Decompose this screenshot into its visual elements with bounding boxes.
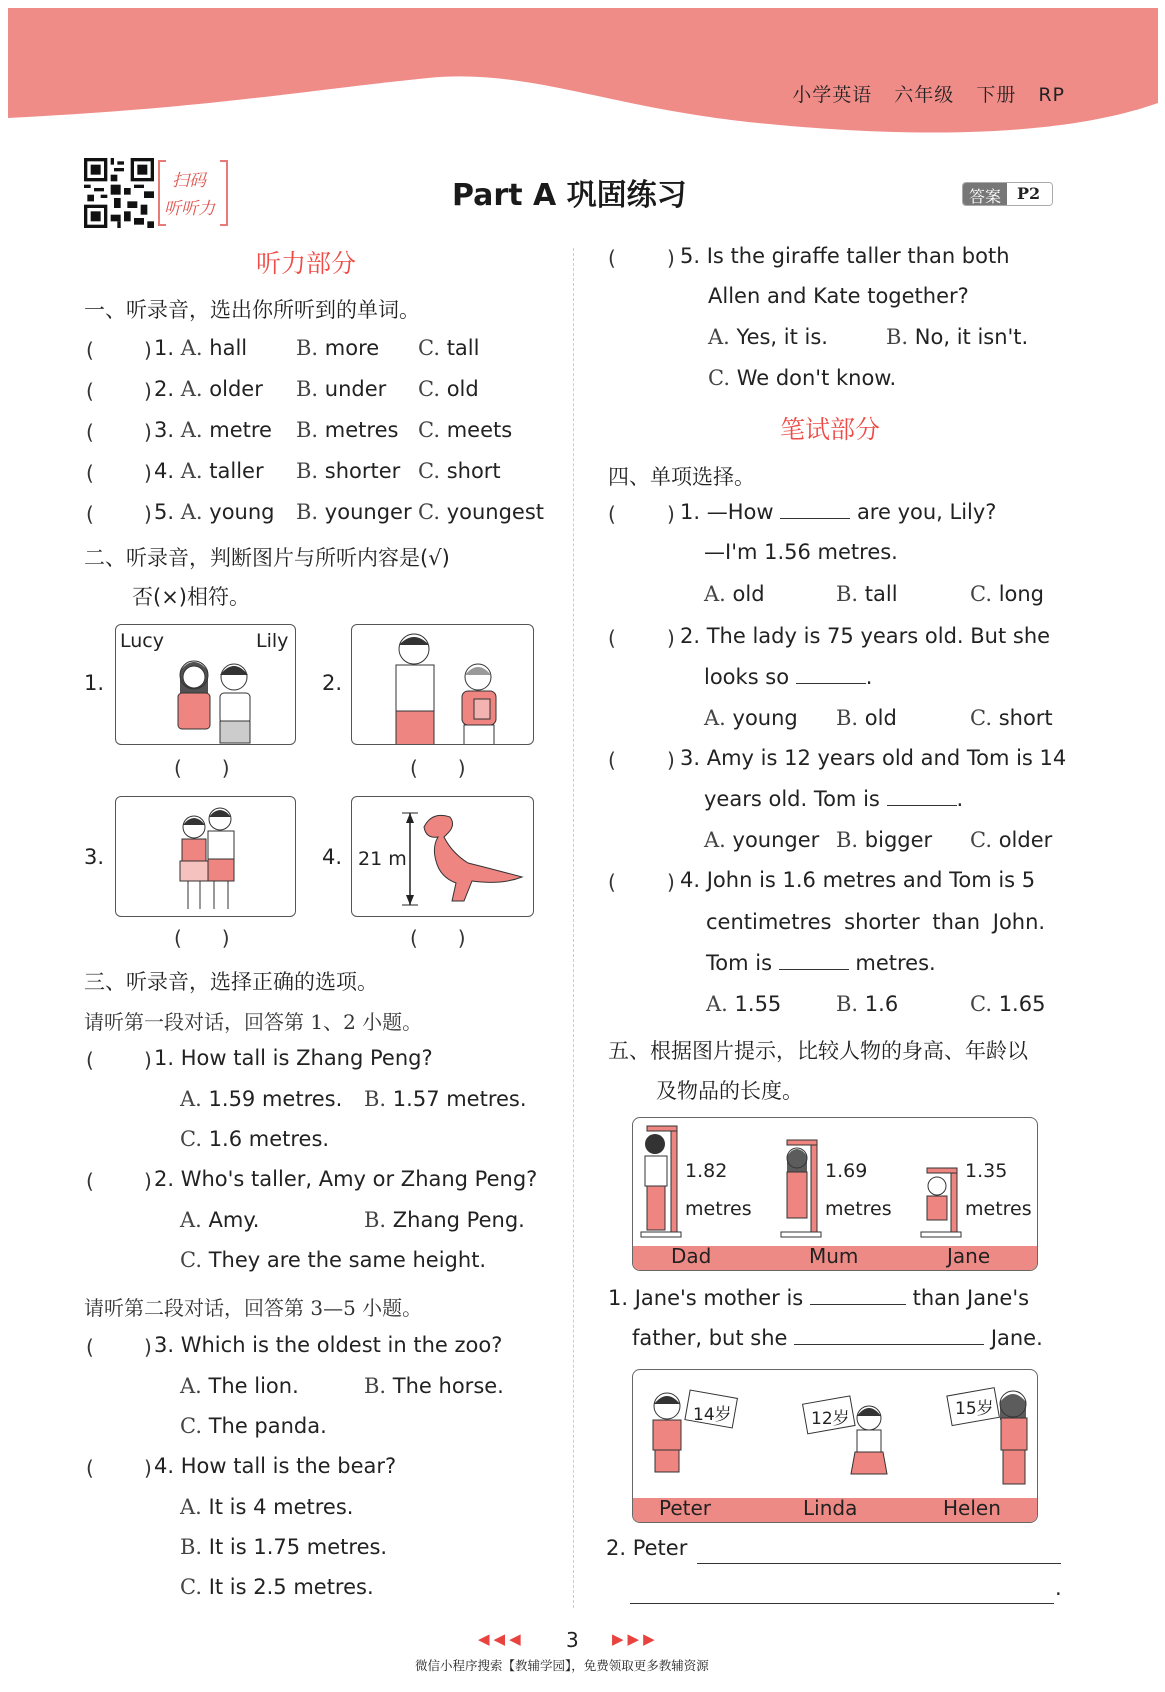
s1-q1-option-b[interactable]: B. more bbox=[296, 336, 380, 360]
s3-q1-option-b[interactable]: B. 1.57 metres. bbox=[364, 1087, 527, 1111]
column-divider bbox=[573, 248, 574, 1608]
writing-heading: 笔试部分 bbox=[780, 415, 881, 444]
s1-q4-option-c[interactable]: C. short bbox=[418, 459, 501, 483]
picture-2-man-woman bbox=[351, 624, 534, 745]
s3-q2-option-b[interactable]: B. Zhang Peng. bbox=[364, 1208, 525, 1232]
svg-text:21 m: 21 m bbox=[358, 848, 407, 870]
section5-title-line2: 及物品的长度。 bbox=[656, 1079, 803, 1103]
dialog1-note: 请听第一段对话，回答第 1、2 小题。 bbox=[84, 1010, 423, 1034]
s1-q3-option-c[interactable]: C. meets bbox=[418, 418, 513, 442]
linda-label: Linda bbox=[803, 1496, 858, 1520]
mum-height: 1.69 metres bbox=[825, 1160, 892, 1220]
s3-q2-question: 2. Who's taller, Amy or Zhang Peng? bbox=[154, 1167, 538, 1191]
height-comparison-panel bbox=[632, 1117, 1038, 1271]
s5-q2-blank2[interactable] bbox=[630, 1586, 1054, 1604]
section2-title-line2: 否(×)相符。 bbox=[132, 585, 250, 609]
q5-answer-paren-left[interactable]: ( bbox=[608, 246, 616, 270]
helen-label: Helen bbox=[943, 1496, 1001, 1520]
listen-q5-line2: Allen and Kate together? bbox=[708, 284, 969, 308]
peter-label: Peter bbox=[659, 1496, 712, 1520]
s3-q4-option-b[interactable]: B. It is 1.75 metres. bbox=[180, 1535, 388, 1559]
s4-q4-paren-close: ) bbox=[667, 870, 675, 894]
picture-2-answer-blank[interactable]: ( ) bbox=[410, 756, 466, 780]
book-subject bbox=[770, 80, 1065, 107]
s3-q3-option-b[interactable]: B. The horse. bbox=[364, 1374, 504, 1398]
s4-q4-paren[interactable]: ( bbox=[608, 870, 616, 894]
s5-q2-blank1[interactable] bbox=[697, 1546, 1061, 1564]
s4-q1-paren[interactable]: ( bbox=[608, 502, 616, 526]
listen-q5-line1: 5. Is the giraffe taller than both bbox=[680, 244, 1010, 268]
s3-q2-paren[interactable]: ( bbox=[86, 1169, 94, 1193]
s3-q1-paren-close: ) bbox=[144, 1048, 152, 1072]
s3-q1-paren[interactable]: ( bbox=[86, 1048, 94, 1072]
s1-q3-paren[interactable]: ( bbox=[86, 420, 94, 444]
qr-code-icon[interactable] bbox=[84, 158, 154, 228]
section3-title: 三、听录音，选择正确的选项。 bbox=[84, 970, 378, 994]
listen-q5-option-a[interactable]: A. Yes, it is. bbox=[708, 325, 828, 349]
s1-q2-paren-close: ) bbox=[144, 379, 152, 403]
edition-label: RP bbox=[1038, 84, 1065, 106]
s1-q2-paren[interactable]: ( bbox=[86, 379, 94, 403]
s1-q5-option-b[interactable]: B. younger bbox=[296, 500, 412, 524]
page-number: 3 bbox=[566, 1628, 579, 1652]
s4-q3-paren-close: ) bbox=[667, 748, 675, 772]
picture-2-number: 2. bbox=[322, 671, 343, 695]
q5-answer-paren-right: ) bbox=[667, 246, 675, 270]
picture-1-number: 1. bbox=[84, 671, 105, 695]
s4-q4-line1: 4. John is 1.6 metres and Tom is 5 bbox=[680, 868, 1036, 892]
s4-q2-option-b[interactable]: B. old bbox=[836, 706, 897, 730]
picture-1-answer-blank[interactable]: ( ) bbox=[174, 756, 230, 780]
s4-q3-line2: years old. Tom is . bbox=[704, 787, 964, 811]
picture-4-dinosaur bbox=[351, 796, 534, 917]
svg-text:Lily: Lily bbox=[256, 630, 289, 652]
s3-q3-paren[interactable]: ( bbox=[86, 1335, 94, 1359]
s4-q3-option-c[interactable]: C. older bbox=[970, 828, 1053, 852]
s3-q1-option-c[interactable]: C. 1.6 metres. bbox=[180, 1127, 330, 1151]
dad-label: Dad bbox=[671, 1244, 712, 1268]
listen-q5-option-c[interactable]: C. We don't know. bbox=[708, 366, 897, 390]
jane-height: 1.35 metres bbox=[965, 1160, 1032, 1220]
s3-q4-paren[interactable]: ( bbox=[86, 1456, 94, 1480]
s4-q3-option-b[interactable]: B. bigger bbox=[836, 828, 933, 852]
section4-title: 四、单项选择。 bbox=[608, 465, 755, 489]
jane-label: Jane bbox=[947, 1244, 991, 1268]
s3-q2-option-c[interactable]: C. They are the same height. bbox=[180, 1248, 487, 1272]
picture-4-answer-blank[interactable]: ( ) bbox=[410, 926, 466, 950]
s1-q2-option-a[interactable]: 2. A. older bbox=[154, 377, 263, 401]
s3-q4-question: 4. How tall is the bear? bbox=[154, 1454, 397, 1478]
s3-q3-paren-close: ) bbox=[144, 1335, 152, 1359]
s1-q5-option-c[interactable]: C. youngest bbox=[418, 500, 545, 524]
s4-q1-option-a[interactable]: A. old bbox=[704, 582, 765, 606]
s3-q3-option-c[interactable]: C. The panda. bbox=[180, 1414, 327, 1438]
s3-q2-paren-close: ) bbox=[144, 1169, 152, 1193]
section5-title-line1: 五、根据图片提示，比较人物的身高、年龄以 bbox=[608, 1039, 1028, 1063]
s5-q1-line1: 1. Jane's mother is than Jane's bbox=[608, 1286, 1030, 1310]
s4-q4-option-b[interactable]: B. 1.6 bbox=[836, 992, 899, 1016]
s1-q5-paren-close: ) bbox=[144, 502, 152, 526]
s4-q1-paren-close: ) bbox=[667, 502, 675, 526]
grade-label: 六年级 bbox=[894, 84, 955, 106]
s5-q1-blank2[interactable] bbox=[794, 1327, 984, 1345]
volume-label: 下册 bbox=[976, 84, 1017, 106]
s1-q3-option-a[interactable]: 3. A. metre bbox=[154, 418, 272, 442]
s5-q2-period: . bbox=[1055, 1576, 1062, 1600]
s4-q3-paren[interactable]: ( bbox=[608, 748, 616, 772]
s3-q1-question: 1. How tall is Zhang Peng? bbox=[154, 1046, 433, 1070]
svg-text:Lucy: Lucy bbox=[120, 630, 164, 652]
s4-q1-option-c[interactable]: C. long bbox=[970, 582, 1045, 606]
s4-q4-line2: centimetres shorter than John. bbox=[706, 910, 1046, 934]
s3-q4-paren-close: ) bbox=[144, 1456, 152, 1480]
s4-q2-option-a[interactable]: A. young bbox=[704, 706, 798, 730]
s4-q1-line2: —I'm 1.56 metres. bbox=[704, 540, 898, 564]
s3-q4-option-c[interactable]: C. It is 2.5 metres. bbox=[180, 1575, 374, 1599]
subject-label: 小学英语 bbox=[792, 84, 873, 106]
s4-q1-option-b[interactable]: B. tall bbox=[836, 582, 898, 606]
s1-q1-option-a[interactable]: 1. A. hall bbox=[154, 336, 248, 360]
section2-title-line1: 二、听录音，判断图片与所听内容是(√) bbox=[84, 546, 450, 570]
page-title: Part A 巩固练习 bbox=[452, 178, 687, 213]
answer-page-badge: 答案 P2 bbox=[962, 182, 1053, 206]
s4-q4-blank[interactable] bbox=[779, 952, 849, 970]
section1-title: 一、听录音，选出你所听到的单词。 bbox=[84, 298, 420, 322]
s1-q4-paren[interactable]: ( bbox=[86, 461, 94, 485]
prev-page-arrows-icon[interactable]: ◀◀◀ bbox=[478, 1630, 525, 1648]
s3-q3-option-a[interactable]: A. The lion. bbox=[180, 1374, 299, 1398]
s1-q4-paren-close: ) bbox=[144, 461, 152, 485]
s5-q1-blank1[interactable] bbox=[810, 1287, 906, 1305]
next-page-arrows-icon[interactable]: ▶▶▶ bbox=[612, 1630, 659, 1648]
s1-q4-option-b[interactable]: B. shorter bbox=[296, 459, 401, 483]
s1-q1-option-c[interactable]: C. tall bbox=[418, 336, 480, 360]
s4-q1-line1: 1. —How are you, Lily? bbox=[680, 500, 997, 524]
svg-text:14岁: 14岁 bbox=[693, 1405, 732, 1425]
s1-q2-option-b[interactable]: B. under bbox=[296, 377, 387, 401]
s1-q2-option-c[interactable]: C. old bbox=[418, 377, 479, 401]
s4-q4-option-c[interactable]: C. 1.65 bbox=[970, 992, 1046, 1016]
age-comparison-panel bbox=[632, 1369, 1038, 1523]
s4-q1-blank[interactable] bbox=[780, 501, 850, 519]
s1-q3-paren-close: ) bbox=[144, 420, 152, 444]
s4-q2-blank[interactable] bbox=[796, 666, 866, 684]
picture-1-lucy-lily bbox=[115, 624, 296, 745]
picture-3-girl-boy bbox=[115, 796, 296, 917]
s4-q3-option-a[interactable]: A. younger bbox=[704, 828, 820, 852]
s4-q2-option-c[interactable]: C. short bbox=[970, 706, 1053, 730]
s3-q1-option-a[interactable]: A. 1.59 metres. bbox=[180, 1087, 343, 1111]
s1-q5-paren[interactable]: ( bbox=[86, 502, 94, 526]
s3-q3-question: 3. Which is the oldest in the zoo? bbox=[154, 1333, 503, 1357]
s1-q5-option-a[interactable]: 5. A. young bbox=[154, 500, 275, 524]
s4-q4-line3: Tom is metres. bbox=[706, 951, 936, 975]
listening-heading: 听力部分 bbox=[256, 249, 357, 278]
s1-q1-paren[interactable]: ( bbox=[86, 338, 94, 362]
svg-text:15岁: 15岁 bbox=[955, 1399, 994, 1419]
s3-q2-option-a[interactable]: A. Amy. bbox=[180, 1208, 260, 1232]
s3-q4-option-a[interactable]: A. It is 4 metres. bbox=[180, 1495, 354, 1519]
dialog2-note: 请听第二段对话，回答第 3—5 小题。 bbox=[84, 1296, 423, 1320]
dad-height: 1.82 metres bbox=[685, 1160, 752, 1220]
s4-q2-line2: looks so . bbox=[704, 665, 873, 689]
s4-q3-blank[interactable] bbox=[887, 788, 957, 806]
s4-q2-paren-close: ) bbox=[667, 626, 675, 650]
s4-q4-option-a[interactable]: A. 1.55 bbox=[706, 992, 782, 1016]
scan-to-listen-label: 扫码 听听力 bbox=[158, 158, 228, 228]
picture-3-number: 3. bbox=[84, 845, 105, 869]
s1-q3-option-b[interactable]: B. metres bbox=[296, 418, 399, 442]
picture-4-number: 4. bbox=[322, 845, 343, 869]
s4-q3-line1: 3. Amy is 12 years old and Tom is 14 bbox=[680, 746, 1067, 770]
s1-q1-paren-close: ) bbox=[144, 338, 152, 362]
mum-label: Mum bbox=[809, 1244, 859, 1268]
s5-q2-line1: 2. Peter bbox=[606, 1536, 688, 1560]
s4-q2-line1: 2. The lady is 75 years old. But she bbox=[680, 624, 1051, 648]
picture-3-answer-blank[interactable]: ( ) bbox=[174, 926, 230, 950]
s4-q2-paren[interactable]: ( bbox=[608, 626, 616, 650]
s5-q1-line2: father, but she Jane. bbox=[632, 1326, 1043, 1350]
listen-q5-option-b[interactable]: B. No, it isn't. bbox=[886, 325, 1029, 349]
footer-note: 微信小程序搜索【教辅学园】，免费领取更多教辅资源 bbox=[415, 1658, 709, 1673]
svg-text:12岁: 12岁 bbox=[811, 1409, 850, 1429]
s1-q4-option-a[interactable]: 4. A. taller bbox=[154, 459, 264, 483]
